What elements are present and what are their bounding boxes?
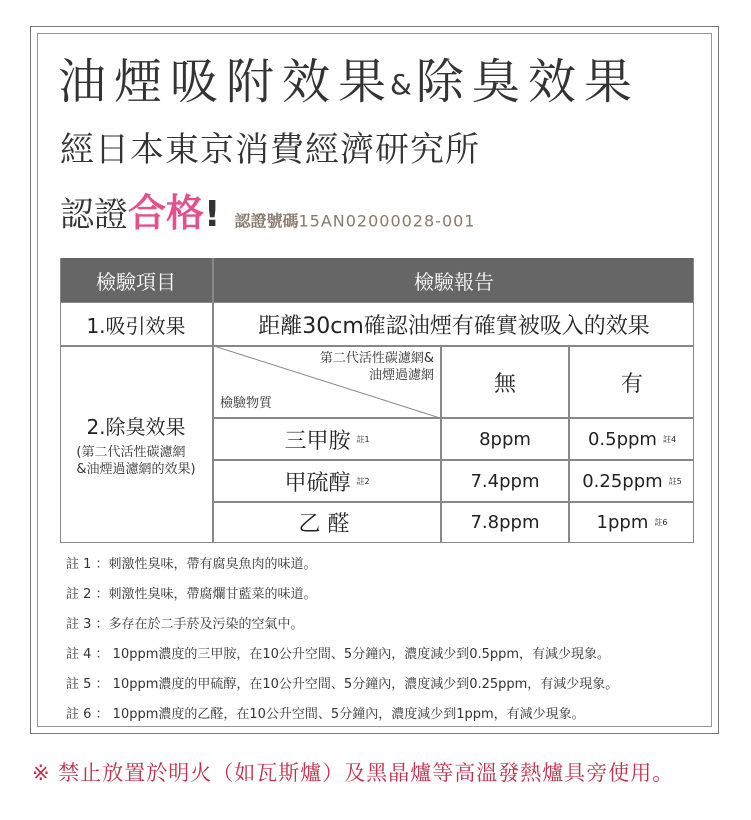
substance-without: 8ppm: [479, 428, 531, 450]
page-title: [58, 50, 640, 117]
test-report-table: [60, 258, 694, 543]
table-header-report: 檢驗報告: [214, 258, 694, 302]
grid-line: [568, 346, 570, 543]
footnote: 註 1 ：刺激性臭味，帶有腐臭魚肉的味道。: [66, 557, 317, 572]
row2-item-note: (第二代活性碳濾網 &油煙過濾網的效果): [76, 445, 196, 477]
grid-line: [214, 459, 694, 461]
title-part1: 油煙吸附效果: [58, 54, 395, 110]
substance-name: 乙 醛: [298, 512, 350, 537]
substance-with: 0.25ppm 註5: [582, 470, 682, 492]
row2-item: 2.除臭效果: [86, 415, 186, 439]
grid-line: [60, 302, 694, 303]
grid-line: [214, 417, 694, 419]
grid-line: [440, 346, 442, 543]
warning-text: ※ 禁止放置於明火（如瓦斯爐）及黑晶爐等高溫發熱爐具旁使用。: [32, 761, 675, 785]
substance-name: 三甲胺 註1: [284, 428, 370, 454]
footnote: 註 4 ： 10ppm濃度的三甲胺，在10公升空間、5分鐘內，濃度減少到0.5ppm，有減少現象。: [66, 647, 611, 662]
title-part2: 除臭效果: [415, 54, 640, 110]
footnote: 註 2 ：刺激性臭味，帶腐爛甘藍菜的味道。: [66, 587, 317, 602]
title-ampersand: &: [390, 68, 412, 101]
footnote: 註 5 ： 10ppm濃度的甲硫醇，在10公升空間、5分鐘內，濃度減少到0.25ppm，有減少現象。: [66, 677, 619, 692]
substance-with: 1ppm 註6: [596, 512, 668, 533]
diagonal-top-label: 第二代活性碳濾網& 油煙過濾網: [319, 351, 434, 383]
grid-line: [60, 345, 694, 347]
cert-number-value: 15AN02000028-001: [298, 211, 476, 231]
footnote: 註 6 ： 10ppm濃度的乙醛，在10公升空間、5分鐘內，濃度減少到1ppm，有減少現象。: [66, 707, 585, 722]
grid-line: [60, 258, 61, 543]
footnotes: [66, 550, 618, 730]
col-with: 有: [620, 371, 643, 397]
page-subtitle: 經日本東京消費經濟研究所: [60, 130, 480, 170]
row1-item: 1.吸引效果: [86, 313, 186, 338]
table-header-item: 檢驗項目: [60, 258, 212, 302]
substance-without: 7.4ppm: [470, 470, 540, 492]
grid-line: [60, 542, 694, 543]
cert-number-label: 認證號碼: [234, 211, 299, 231]
certification-line: [60, 188, 475, 247]
row2-item-cell: [60, 346, 212, 543]
substance-without: 7.8ppm: [470, 512, 540, 533]
col-without: 無: [493, 371, 516, 397]
diagonal-header-cell: [214, 346, 440, 418]
cert-highlight: 合格: [128, 191, 205, 235]
cert-exclaim: !: [204, 194, 221, 235]
substance-name: 甲硫醇 註2: [284, 470, 370, 496]
row1-report: 距離30cm確認油煙有確實被吸入的效果: [258, 313, 650, 339]
diagonal-bottom-label: 檢驗物質: [220, 396, 273, 411]
footnote: 註 3 ：多存在於二手菸及污染的空氣中。: [66, 617, 304, 632]
cert-prefix: 認證: [60, 195, 128, 235]
substance-with: 0.5ppm 註4: [587, 428, 677, 450]
grid-line: [214, 501, 694, 503]
